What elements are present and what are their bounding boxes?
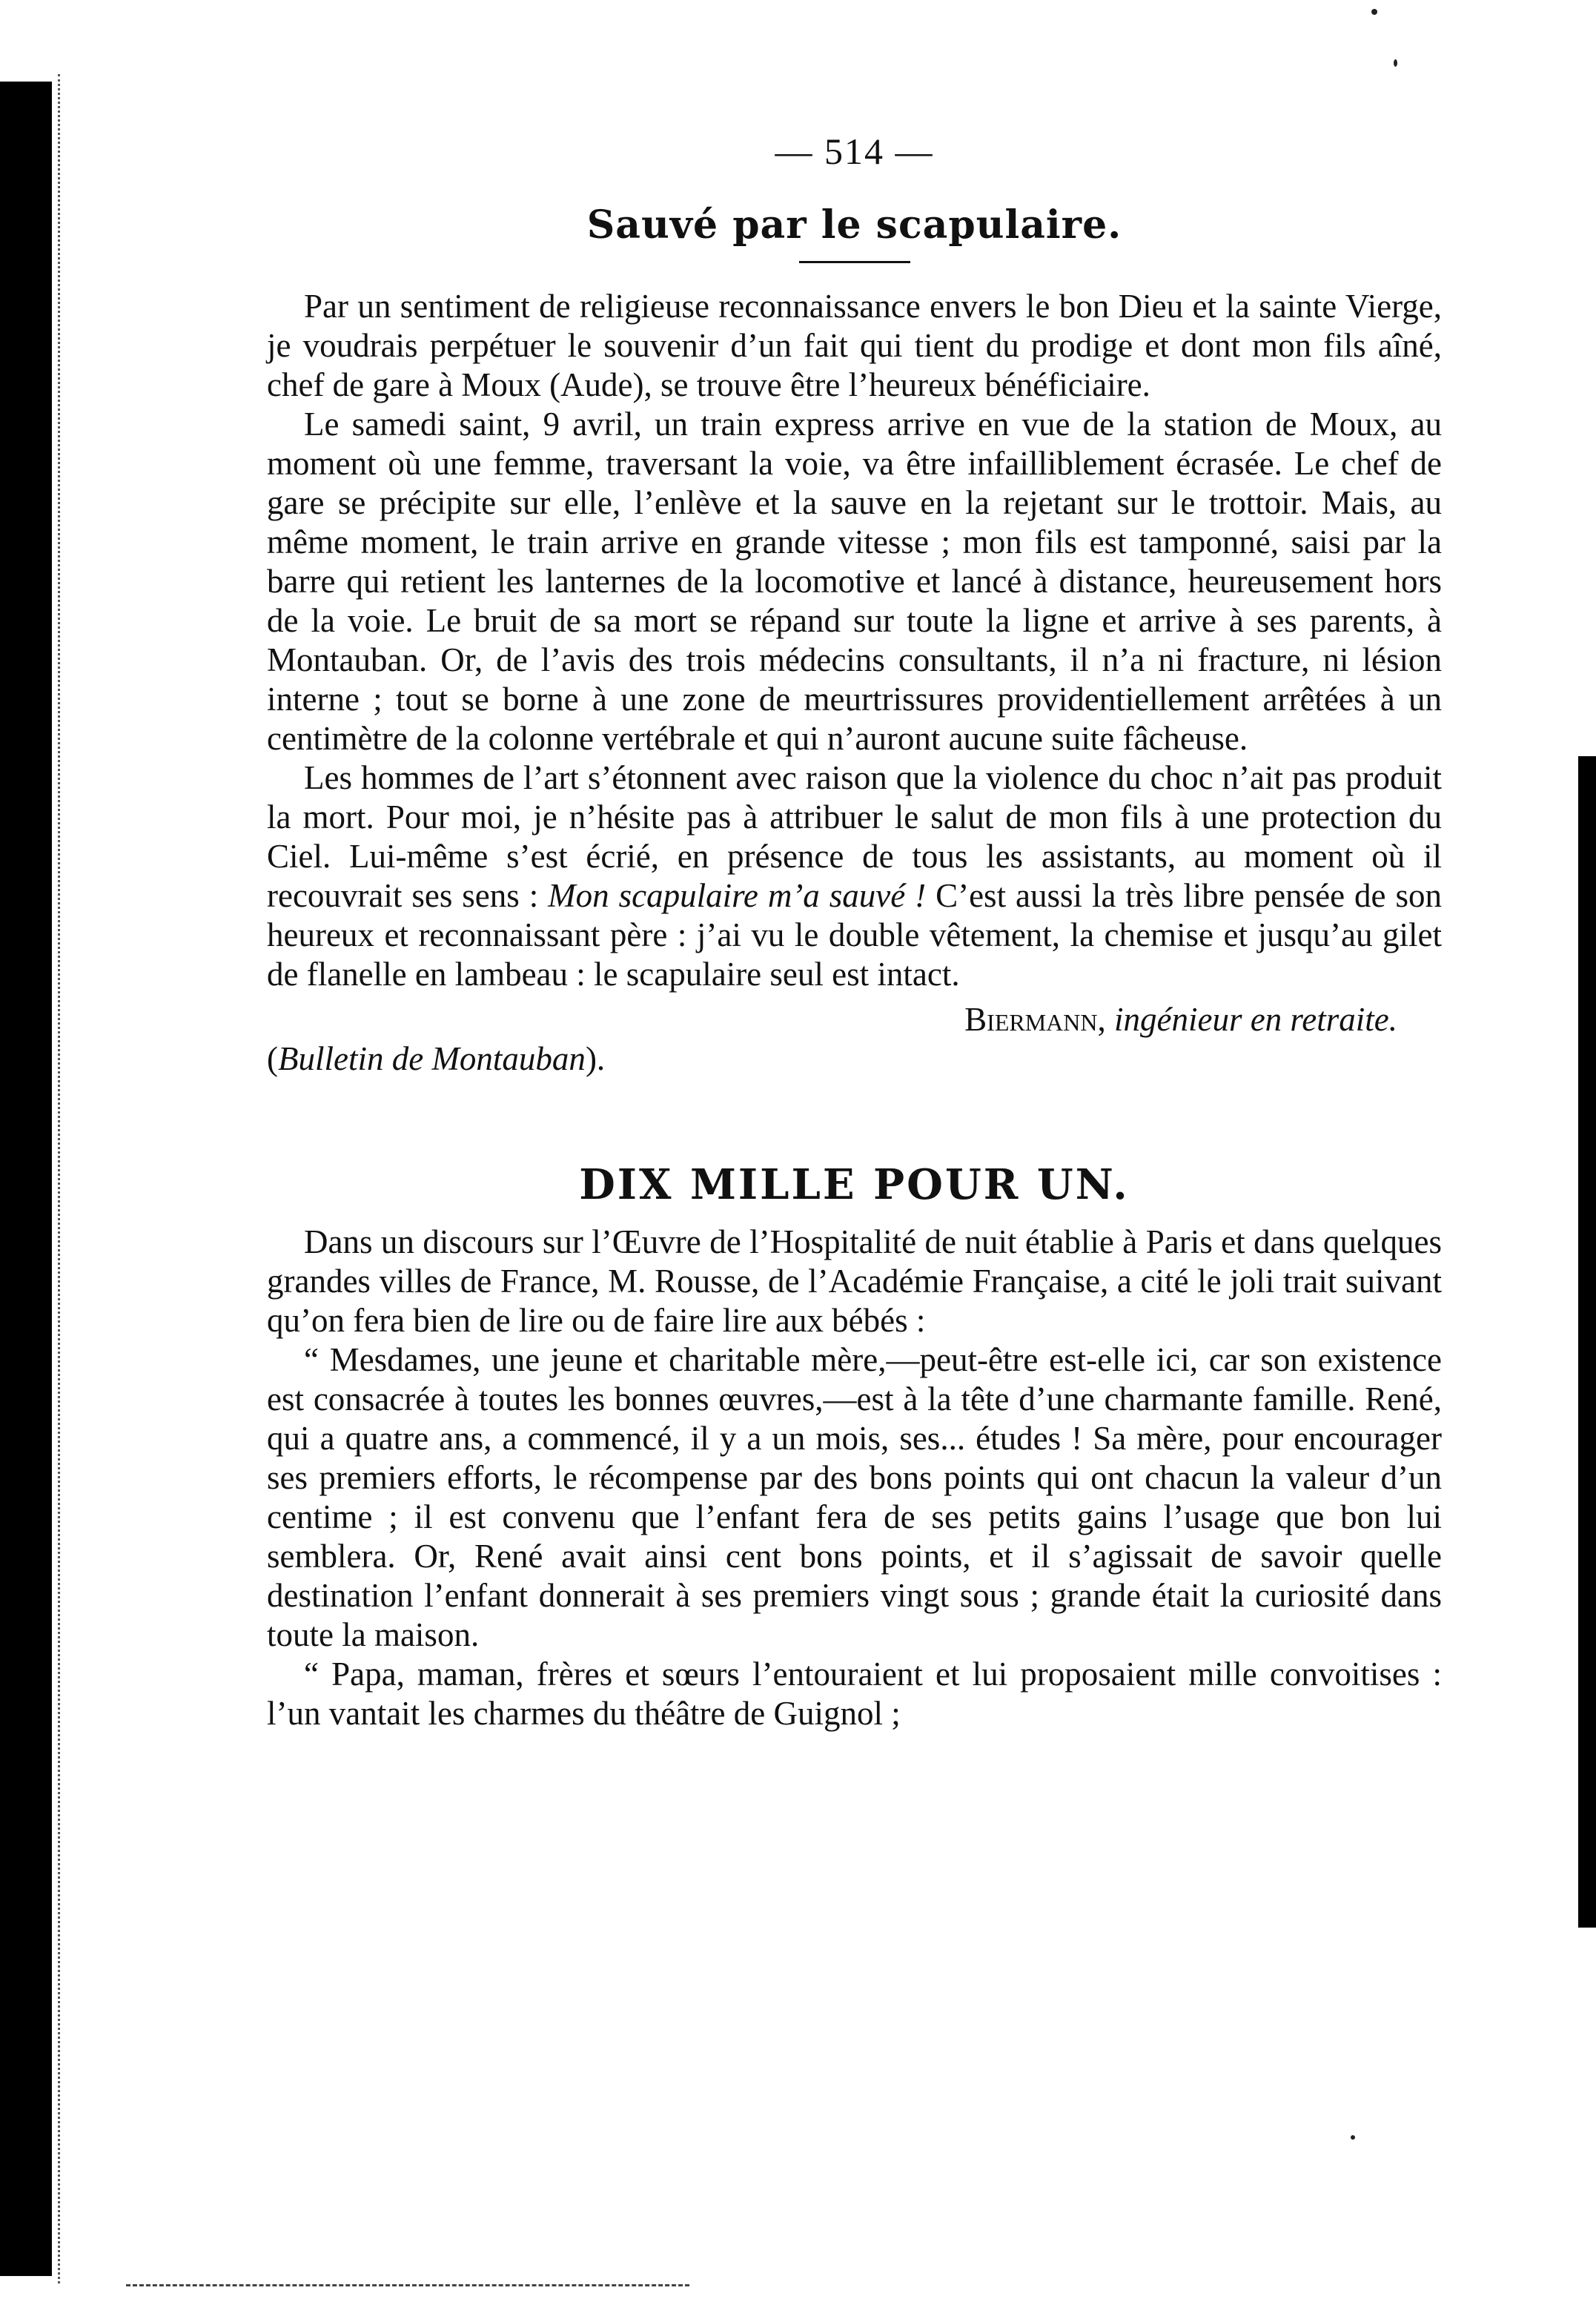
signature-name: Biermann, xyxy=(964,1001,1106,1038)
signature xyxy=(267,1000,1442,1039)
paragraph xyxy=(267,758,1442,994)
source-paren-open: ( xyxy=(267,1040,278,1077)
paragraph: Dans un discours sur l’Œuvre de l’Hospitalité de nuit établie à Paris et dans quelques grandes villes de France, M. Rousse, de l’Académie Française, a cité le joli trait suivant qu’on fera bien de lire ou de faire lire aux bébés : xyxy=(267,1223,1442,1339)
source-paren-close: ). xyxy=(585,1040,606,1077)
document-page xyxy=(267,130,1442,1733)
scan-speck xyxy=(1351,2135,1355,2140)
scan-speck xyxy=(1371,9,1377,15)
paragraph: Le samedi saint, 9 avril, un train express arrive en vue de la station de Moux, au moment où une femme, traversant la voie, va être infailliblement écrasée. Le chef de gare se précipite sur elle, l’enlève et la sauve en la rejetant sur le trottoir. Mais, au même moment, le train arrive en grande vitesse ; mon fils est tamponné, saisi par la barre qui retient les lanternes de la locomotive et lancé à distance, heureusement hors de la voie. Le bruit de sa mort se répand sur toute la ligne et arrive à ses parents, à Montauban. Or, de l’avis des trois médecins consultants, il n’a ni fracture, ni lésion interne ; tout se borne à une zone de meurtrissures providentiellement arrêtées à un centimètre de la colonne vertébrale et qui n’auront aucune suite fâcheuse. xyxy=(267,406,1442,757)
scan-speck xyxy=(1394,59,1397,67)
paragraph: “ Papa, maman, frères et sœurs l’entouraient et lui proposaient mille convoitises : l’un vantait les charmes du théâtre de Guignol ; xyxy=(267,1656,1442,1732)
source-citation xyxy=(267,1039,1442,1079)
paragraph: “ Mesdames, une jeune et charitable mère,—peut-être est-elle ici, car son existence est consacrée à toutes les bonnes œuvres,—est à la tête d’une charmante famille. René, qui a quatre ans, a commencé, il y a un mois, ses... études ! Sa mère, pour encourager ses premiers efforts, le récompense par des bons points qui ont chacun la valeur d’un centime ; il est convenu que l’enfant fera de ses petits gains l’usage que bon lui semblera. Or, René avait ainsi cent bons points, et il s’agissait de savoir quelle destination l’enfant donnerait à ses premiers vingt sous ; grande était la curiosité dans toute la maison. xyxy=(267,1341,1442,1653)
page-number: — 514 — xyxy=(775,130,934,172)
right-edge-shadow xyxy=(1578,756,1596,1928)
article-title: Sauvé par le scapulaire. xyxy=(586,202,1122,248)
quote: Mon scapulaire m’a sauvé ! xyxy=(548,877,927,914)
article-title: DIX MILLE POUR UN. xyxy=(579,1160,1130,1209)
binding-edge xyxy=(58,74,64,2283)
bottom-scan-mark xyxy=(126,2284,689,2289)
article-scapulaire xyxy=(267,202,1442,1079)
signature-role: ingénieur en retraite. xyxy=(1114,1001,1397,1038)
title-rule xyxy=(799,261,910,263)
source-name: Bulletin de Montauban xyxy=(278,1040,586,1077)
binding-shadow xyxy=(0,82,52,2276)
article-dix-mille xyxy=(267,1160,1442,1733)
paragraph-text: Les hommes de l’art s’étonnent avec raison que la violence du choc n’ait pas produit la mort. Pour moi, je n’hésite pas à attribuer le salut de mon fils à une protection du Ciel. Lui-même s’est écrié, en présence de tous les assistants, au moment où il recouvrait ses sens : xyxy=(267,759,1442,914)
paragraph: Par un sentiment de religieuse reconnaissance envers le bon Dieu et la sainte Vierge, je voudrais perpétuer le souvenir d’un fait qui tient du prodige et dont mon fils aîné, chef de gare à Moux (Aude), se trouve être l’heureux bénéficiaire. xyxy=(267,288,1442,403)
paragraph-text: C’est aussi la très libre pensée de son heureux et reconnaissant père : j’ai vu le double vêtement, la chemise et jusqu’au gilet de flanelle en lambeau : le scapulaire seul est intact. xyxy=(267,877,1442,993)
